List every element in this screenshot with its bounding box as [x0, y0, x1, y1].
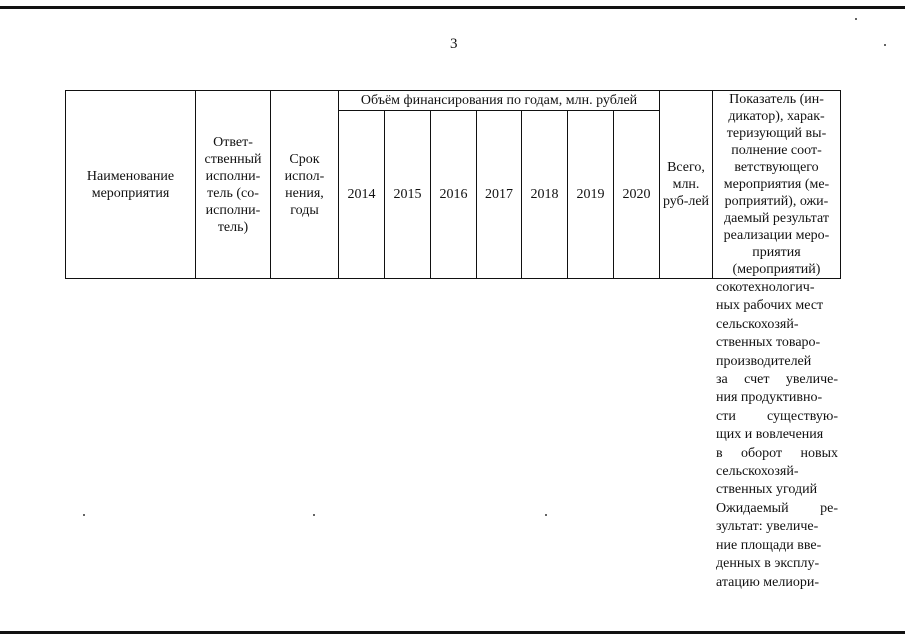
scan-speck	[545, 514, 547, 516]
header-year: 2018	[522, 111, 568, 279]
scan-speck	[884, 44, 886, 46]
header-year: 2016	[431, 111, 477, 279]
text-line: щих и вовлечения	[716, 427, 824, 443]
program-activities-table	[65, 90, 841, 279]
header-financing-by-year: Объём финансирования по годам, млн. рублей	[339, 91, 660, 111]
header-year: 2019	[568, 111, 614, 279]
header-responsible-executor: Ответ-ственный исполни-тель (со-исполни-тель)	[196, 91, 271, 279]
text-line: сельскохозяй-	[716, 464, 799, 480]
text-line: ственных угодий	[716, 482, 818, 498]
text-line: сельскохозяй-	[716, 316, 799, 332]
header-activity-name: Наименование мероприятия	[66, 91, 196, 279]
page-number: 3	[450, 36, 458, 52]
indicator-continuation-text	[716, 279, 838, 592]
scan-speck	[83, 514, 85, 516]
text-line: Ожидаемый ре-	[716, 500, 838, 516]
header-total: Всего, млн. руб-лей	[660, 91, 713, 279]
bottom-border-rule	[0, 631, 905, 634]
text-line: ных рабочих мест	[716, 298, 824, 314]
header-execution-period: Срок испол-нения, годы	[271, 91, 339, 279]
text-line: ния продуктивно-	[716, 390, 823, 406]
text-line: за счет увеличе-	[716, 372, 838, 388]
text-line: ственных товаро-	[716, 335, 821, 351]
scan-speck	[855, 18, 857, 20]
text-line: в оборот новых	[716, 445, 838, 461]
text-line: ние площади вве-	[716, 537, 822, 553]
header-year: 2015	[385, 111, 431, 279]
header-year: 2017	[477, 111, 522, 279]
text-line: зультат: увеличе-	[716, 519, 819, 535]
text-line: сти существую-	[716, 408, 838, 424]
top-border-rule	[0, 6, 905, 9]
text-line: производителей	[716, 353, 812, 369]
scan-speck	[313, 514, 315, 516]
text-line: сокотехнологич-	[716, 280, 815, 295]
header-year: 2014	[339, 111, 385, 279]
header-year: 2020	[614, 111, 660, 279]
text-line: атацию мелиори-	[716, 574, 820, 590]
header-indicator: Показатель (ин-дикатор), харак-теризующий вы-полнение соот-ветствующего мероприятия (ме-роприятий), ожи-даемый результат реализации меро-приятия (мероприятий)	[713, 91, 841, 279]
text-line: денных в эксплу-	[716, 556, 820, 572]
